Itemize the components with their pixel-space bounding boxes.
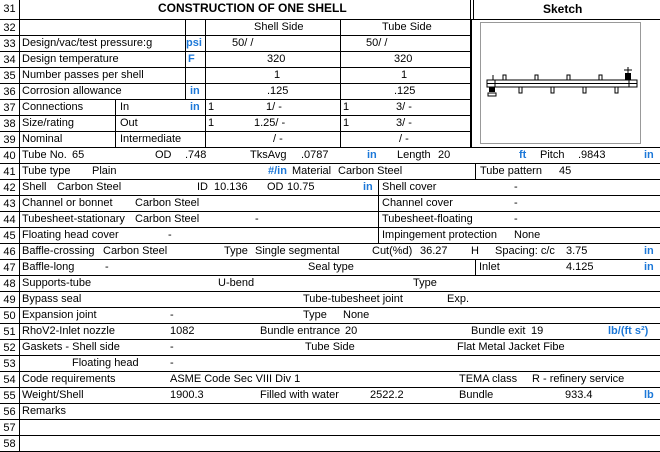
row-number: 45: [0, 227, 20, 243]
section-title: CONSTRUCTION OF ONE SHELL: [158, 1, 347, 15]
type-label: Type: [224, 245, 248, 257]
row-number: 55: [0, 387, 20, 403]
tube-type: Plain: [92, 165, 117, 177]
cut-label: Cut(%d): [372, 245, 413, 257]
unit: ft: [519, 149, 527, 161]
row-number: 38: [0, 115, 20, 131]
tubesheet-extra: -: [255, 213, 259, 225]
shell-count: 1: [208, 101, 215, 113]
bundle-exit-value: 19: [531, 325, 544, 337]
label: Bypass seal: [22, 293, 82, 305]
od-value: .748: [185, 149, 207, 161]
row-49: [20, 291, 660, 307]
row-48: [20, 275, 660, 291]
row-38: [20, 115, 470, 131]
tks-label: TksAvg: [250, 149, 287, 161]
row-number: 47: [0, 259, 20, 275]
type-label: Type: [303, 309, 327, 321]
shell-material: Carbon Steel: [57, 181, 122, 193]
unit: F: [188, 53, 195, 65]
label: Floating head cover: [22, 229, 119, 241]
row-number: 52: [0, 339, 20, 355]
row-53: [20, 355, 660, 371]
row-32: [20, 19, 470, 35]
baffle-material: Carbon Steel: [103, 245, 168, 257]
label: Code requirements: [22, 373, 116, 385]
row-41: [20, 163, 660, 179]
unit: in: [644, 149, 654, 161]
label: Shell: [22, 181, 47, 193]
filled-with-water-value: 2522.2: [370, 389, 404, 401]
label: Tube type: [22, 165, 71, 177]
tube-value: 50/ /: [366, 37, 388, 49]
row-37: [20, 99, 470, 115]
channel-cover-value: -: [514, 197, 518, 209]
row-45: [20, 227, 660, 243]
unit: lb/(ft s²): [608, 325, 649, 337]
shell-value: 1.25/ -: [254, 117, 286, 129]
header-row: [20, 0, 660, 19]
unit: in: [363, 181, 373, 193]
tema-label: TEMA class: [459, 373, 518, 385]
row-35: [20, 67, 470, 83]
tube-value: 3/ -: [396, 117, 412, 129]
row-number: 49: [0, 291, 20, 307]
unit: in: [190, 101, 200, 113]
value: 1082: [170, 325, 195, 337]
row-number: 35: [0, 67, 20, 83]
row-58: [20, 435, 660, 451]
tube-value: 3/ -: [396, 101, 412, 113]
label: Gaskets - Shell side: [22, 341, 120, 353]
tube-value: 320: [394, 53, 413, 65]
tube-side-value: Flat Metal Jacket Fibe: [457, 341, 565, 353]
bundle-entrance-label: Bundle entrance: [260, 325, 341, 337]
row-46: [20, 243, 660, 259]
tema-value: R - refinery service: [532, 373, 625, 385]
impingement-label: Impingement protection: [382, 229, 497, 241]
unit: #/in: [268, 165, 287, 177]
length-value: 20: [438, 149, 451, 161]
tks-value: .0787: [301, 149, 329, 161]
row-52: [20, 339, 660, 355]
pitch-value: .9843: [578, 149, 606, 161]
label: Baffle-long: [22, 261, 75, 273]
pattern-label: Tube pattern: [480, 165, 542, 177]
shell-cover-value: -: [514, 181, 518, 193]
u-bend-label: U-bend: [218, 277, 255, 289]
value: -: [170, 309, 174, 321]
row-56: [20, 403, 660, 419]
row-number: 51: [0, 323, 20, 339]
row-number: 58: [0, 435, 20, 451]
value: -: [170, 357, 174, 369]
shell-value: / -: [273, 133, 283, 145]
pattern-value: 45: [559, 165, 572, 177]
row-number: 53: [0, 355, 20, 371]
bundle-label: Bundle: [459, 389, 494, 401]
row-51: [20, 323, 660, 339]
unit: in: [644, 245, 654, 257]
sub-label: Intermediate: [120, 133, 182, 145]
shell-value: 1: [274, 69, 281, 81]
bundle-exit-label: Bundle exit: [471, 325, 526, 337]
exchanger-sketch: [480, 22, 641, 144]
label: RhoV2-Inlet nozzle: [22, 325, 115, 337]
row-55: [20, 387, 660, 403]
inlet-value: 4.125: [566, 261, 594, 273]
shell-count: 1: [208, 117, 215, 129]
label: Remarks: [22, 405, 67, 417]
row-number: 50: [0, 307, 20, 323]
row-43: [20, 195, 660, 211]
row-36: [20, 83, 470, 99]
material-label: Material: [292, 165, 332, 177]
tubesheet-floating-value: -: [514, 213, 518, 225]
label: Nominal: [22, 133, 63, 145]
unit: in: [190, 85, 200, 97]
tube-count: 1: [343, 117, 350, 129]
row-number: 31: [0, 0, 20, 19]
row-number: 56: [0, 403, 20, 419]
label: Design/vac/test pressure:g: [22, 37, 153, 49]
sketch-panel: [471, 19, 660, 147]
tubesheet-material: Carbon Steel: [135, 213, 200, 225]
value: -: [168, 229, 172, 241]
row-33: [20, 35, 470, 51]
shell-value: 320: [267, 53, 286, 65]
sub-label: In: [120, 101, 130, 113]
cut-value: 36.27: [420, 245, 448, 257]
row-54: [20, 371, 660, 387]
tube-value: .125: [394, 85, 416, 97]
impingement-value: None: [514, 229, 541, 241]
shell-value: .125: [267, 85, 289, 97]
row-number: 32: [0, 19, 20, 35]
id-label: ID: [197, 181, 208, 193]
spacing-value: 3.75: [566, 245, 588, 257]
row-50: [20, 307, 660, 323]
row-number: 46: [0, 243, 20, 259]
label: Weight/Shell: [22, 389, 84, 401]
tube-value: / -: [399, 133, 409, 145]
tube-number: 65: [72, 149, 85, 161]
code-value: ASME Code Sec VIII Div 1: [170, 373, 301, 385]
value: -: [170, 341, 174, 353]
row-39: [20, 131, 470, 147]
row-number: 48: [0, 275, 20, 291]
label: Channel or bonnet: [22, 197, 113, 209]
length-label: Length: [397, 149, 431, 161]
shell-value: 1/ -: [266, 101, 282, 113]
channel-cover-label: Channel cover: [382, 197, 453, 209]
sketch-title: Sketch: [543, 2, 583, 16]
row-number: 44: [0, 211, 20, 227]
seal-type-label: Seal type: [308, 261, 354, 273]
type-label: Type: [413, 277, 437, 289]
inlet-label: Inlet: [479, 261, 500, 273]
shell-cover-label: Shell cover: [382, 181, 437, 193]
h-label: H: [471, 245, 479, 257]
shell-value: 50/ /: [232, 37, 254, 49]
sub-label: Out: [120, 117, 138, 129]
id-value: 10.136: [214, 181, 248, 193]
row-number: 39: [0, 131, 20, 147]
row-34: [20, 51, 470, 67]
unit: lb: [644, 389, 654, 401]
od-value: 10.75: [287, 181, 315, 193]
row-57: [20, 419, 660, 435]
bundle-entrance-value: 20: [345, 325, 358, 337]
weight-value: 1900.3: [170, 389, 204, 401]
label: Expansion joint: [22, 309, 97, 321]
row-number: 36: [0, 83, 20, 99]
tube-tubesheet-value: Exp.: [447, 293, 470, 305]
label: Baffle-crossing: [22, 245, 95, 257]
label: Number passes per shell: [22, 69, 144, 81]
label: Supports-tube: [22, 277, 92, 289]
od-label: OD: [155, 149, 172, 161]
label: Corrosion allowance: [22, 85, 122, 97]
row-number: 40: [0, 147, 20, 163]
material-value: Carbon Steel: [338, 165, 403, 177]
row-47: [20, 259, 660, 275]
tube-tubesheet-label: Tube-tubesheet joint: [303, 293, 403, 305]
tube-side-header: Tube Side: [382, 21, 432, 33]
shell-side-header: Shell Side: [254, 21, 304, 33]
od-label: OD: [267, 181, 284, 193]
value: -: [105, 261, 109, 273]
pitch-label: Pitch: [540, 149, 565, 161]
row-number: 34: [0, 51, 20, 67]
row-40: [20, 147, 660, 163]
type-value: None: [343, 309, 370, 321]
tube-value: 1: [401, 69, 408, 81]
unit: in: [367, 149, 377, 161]
row-number: 41: [0, 163, 20, 179]
tube-side-label: Tube Side: [305, 341, 355, 353]
row-number: 57: [0, 419, 20, 435]
row-42: [20, 179, 660, 195]
label: Connections: [22, 101, 84, 113]
label: Design temperature: [22, 53, 119, 65]
tube-count: 1: [343, 101, 350, 113]
label: Floating head: [72, 357, 139, 369]
bundle-value: 933.4: [565, 389, 593, 401]
row-number: 54: [0, 371, 20, 387]
row-number: 37: [0, 99, 20, 115]
unit: in: [644, 261, 654, 273]
spacing-label: Spacing: c/c: [495, 245, 555, 257]
tubesheet-floating-label: Tubesheet-floating: [382, 213, 473, 225]
type-value: Single segmental: [255, 245, 340, 257]
unit: psi: [186, 37, 202, 49]
channel-material: Carbon Steel: [135, 197, 200, 209]
row-44: [20, 211, 660, 227]
row-number: 43: [0, 195, 20, 211]
label: Size/rating: [22, 117, 74, 129]
row-number: 42: [0, 179, 20, 195]
label: Tubesheet-stationary: [22, 213, 125, 225]
filled-with-water-label: Filled with water: [260, 389, 339, 401]
label: Tube No.: [22, 149, 67, 161]
row-number: 33: [0, 35, 20, 51]
